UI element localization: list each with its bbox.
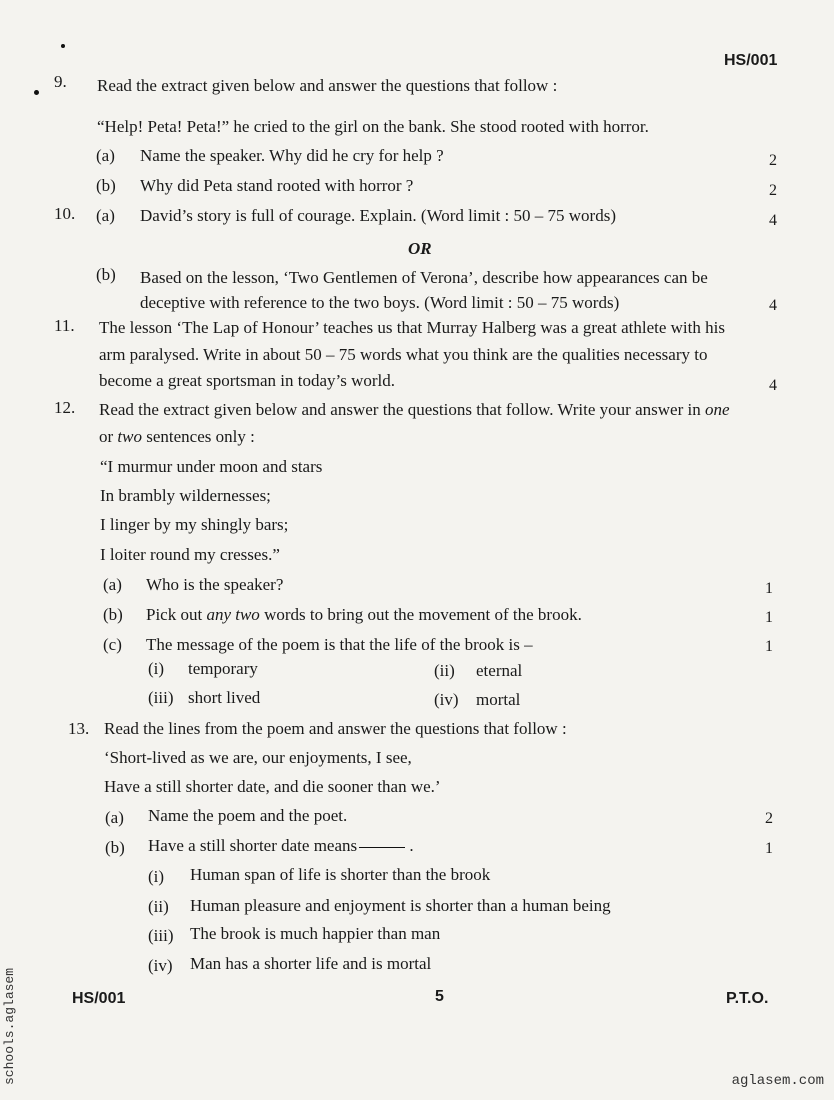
sub-label: (b) [96,176,116,195]
marks: 2 [769,152,777,169]
poem-line: ‘Short-lived as we are, our enjoyments, I see, [104,748,412,767]
option-text: mortal [476,690,521,709]
scan-speck [34,90,39,95]
sub-question: The message of the poem is that the life of the brook is – [146,635,533,654]
marks: 1 [765,609,773,626]
question-text: Read the extract given below and answer the questions that follow : [97,76,558,95]
option-label: (ii) [434,661,455,680]
poem-line: “I murmur under moon and stars [100,457,323,476]
marks: 1 [765,638,773,655]
sub-question-text: words to bring out the movement of the brook. [264,605,582,624]
scan-speck [61,44,65,48]
sub-label: (b) [105,838,125,857]
poem-line: In brambly wildernesses; [100,486,271,505]
marks: 1 [765,580,773,597]
option-label: (iv) [148,956,173,975]
sub-label: (a) [103,575,122,594]
option-text: Human span of life is shorter than the brook [190,865,491,884]
option-text: eternal [476,661,523,680]
option-label: (iii) [148,688,174,707]
option-text: short lived [188,688,261,707]
full-stop: . [405,836,414,855]
extract-text: “Help! Peta! Peta!” he cried to the girl on the bank. She stood rooted with horror. [97,117,649,136]
sub-question-emphasis: any two [206,605,260,624]
option-label: (iv) [434,690,459,709]
sub-question-cont: deceptive with reference to the two boys. (Word limit : 50 – 75 words) [140,293,620,312]
sub-question [146,605,582,625]
instruction-emphasis: two [117,427,142,446]
marks: 4 [769,377,777,394]
poem-line: Have a still shorter date, and die sooner than we.’ [104,777,441,796]
question-text-cont [99,427,255,447]
watermark-left: schools.aglasem [2,967,17,1085]
sub-question: Name the speaker. Why did he cry for help ? [140,146,444,165]
page-header-code: HS/001 [724,52,778,69]
question-text-cont: arm paralysed. Write in about 50 – 75 words what you think are the qualities necessary to [99,345,708,364]
option-text: The brook is much happier than man [190,924,441,943]
poem-line: I loiter round my cresses.” [100,545,280,564]
instruction-text: or [99,427,114,446]
question-number: 13. [68,719,90,738]
question-text: The lesson ‘The Lap of Honour’ teaches us that Murray Halberg was a great athlete with his [99,318,725,337]
sub-label: (b) [103,605,123,624]
question-number: 11. [54,316,75,335]
question-number: 12. [54,398,76,417]
option-text: temporary [188,659,258,678]
sub-question [148,836,414,856]
sub-label: (a) [105,808,124,827]
sub-question: Why did Peta stand rooted with horror ? [140,176,414,195]
option-label: (i) [148,867,165,886]
question-text: Read the lines from the poem and answer the questions that follow : [104,719,567,738]
marks: 4 [769,212,777,229]
sub-question: David’s story is full of courage. Explain. (Word limit : 50 – 75 words) [140,206,616,225]
instruction-text: Read the extract given below and answer the questions that follow. Write your answer in [99,400,701,419]
option-label: (iii) [148,926,174,945]
watermark-right: aglasem.com [731,1073,824,1089]
marks: 2 [765,810,773,827]
sub-label: (b) [96,265,116,284]
sub-question-text: Have a still shorter date means [148,836,358,855]
poem-line: I linger by my shingly bars; [100,515,289,534]
question-number: 9. [54,72,67,91]
page-number: 5 [435,988,444,1005]
option-label: (i) [148,659,165,678]
instruction-emphasis: one [704,400,730,419]
sub-question: Name the poem and the poet. [148,806,348,825]
sub-question: Who is the speaker? [146,575,284,594]
footer-code: HS/001 [72,990,126,1007]
question-number: 10. [54,204,76,223]
instruction-text: sentences only : [146,427,255,446]
option-text: Man has a shorter life and is mortal [190,954,432,973]
question-text-cont: become a great sportsman in today’s world. [99,371,396,390]
option-text: Human pleasure and enjoyment is shorter than a human being [190,896,611,915]
pto-label: P.T.O. [726,990,769,1007]
sub-question: Based on the lesson, ‘Two Gentlemen of Verona’, describe how appearances can be [140,268,708,287]
question-text [99,400,730,420]
or-separator: OR [408,239,432,258]
sub-label: (a) [96,206,115,225]
sub-label: (a) [96,146,115,165]
marks: 1 [765,840,773,857]
answer-blank [359,847,405,848]
marks: 4 [769,297,777,314]
sub-label: (c) [103,635,122,654]
marks: 2 [769,182,777,199]
sub-question-text: Pick out [146,605,203,624]
option-label: (ii) [148,897,169,916]
